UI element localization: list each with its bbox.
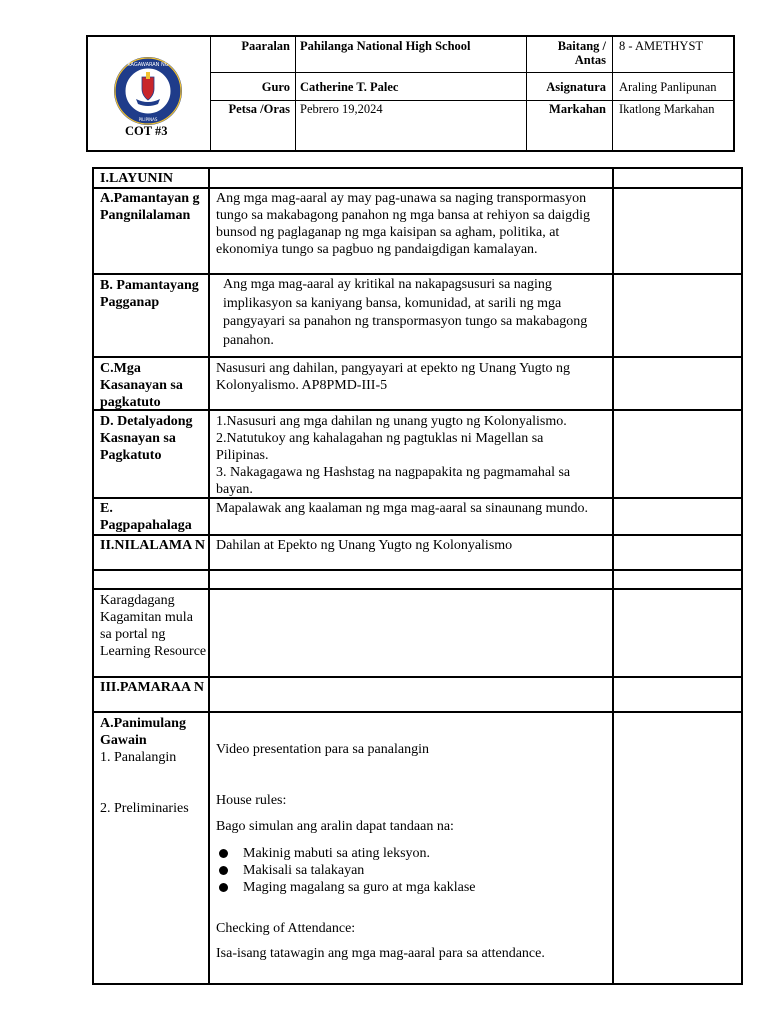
header-divider [210,100,734,101]
subject-value: Araling Panlipunan [619,80,717,94]
preliminaries-label: 2. Preliminaries [100,801,189,816]
school-value: Pahilanga National High School [300,39,471,53]
header-divider [210,72,734,73]
bullet-icon [219,883,228,892]
panimulang-gawain-label: A.Panimulang Gawain [100,716,186,748]
detalyadong-item-3: 3. Nakagagawa ng Hashstag na nagpapakita ng pagmamahal sa bayan. [216,465,571,497]
kasanayan-label: C.Mga Kasanayan sa pagkatuto [100,361,183,410]
section-pamamaraan: III.PAMARAA N [100,680,204,695]
bullet-icon [219,849,228,858]
row-divider [92,588,743,590]
header-divider [295,37,296,150]
header-divider [612,37,613,150]
school-label: Paaralan [241,39,290,53]
pamantayang-pangnilalaman-text: Ang mga mag-aaral ay may pag-unawa sa naging transpormasyon tungo sa makabagong panahon ng mga bansa at rehiyon sa daigdig bunsod ng paglaganap ng mga kaisipan sa agham, politika, at ekonomiya tungo sa pagbuo ng pandaigdigan kamalayan. [216,191,591,257]
panalangin-label: 1. Panalangin [100,750,177,765]
date-value: Pebrero 19,2024 [300,102,383,116]
teacher-value: Catherine T. Palec [300,80,399,94]
date-label: Petsa /Oras [228,102,290,116]
row-divider [92,187,743,189]
video-presentation-text: Video presentation para sa panalangin [216,742,429,757]
section-nilalaman: II.NILALAMA N [100,538,206,553]
pagpapahalaga-label: E. Pagpapahalaga [100,501,192,533]
quarter-value: Ikatlong Markahan [619,102,715,116]
section-layunin: I.LAYUNIN [100,171,174,186]
detalyadong-item-1: 1.Nasusuri ang mga dahilan ng unang yugto ng Kolonyalismo. [216,414,567,429]
row-divider [92,676,743,678]
grade-value: 8 - AMETHYST [619,39,704,53]
house-rules-heading: House rules: [216,793,287,808]
column-divider [208,167,210,985]
bullet-text: Maging magalang sa guro at mga kaklase [243,880,476,895]
subject-label: Asignatura [546,80,606,94]
row-divider [92,711,743,713]
pamantayang-pagganap-label: B. Pamantayang Pagganap [100,278,199,310]
list-item [216,879,596,896]
bullet-text: Makisali sa talakayan [243,863,365,878]
row-divider [92,356,743,358]
bago-simulan-text: Bago simulan ang aralin dapat tandaan na: [216,819,454,834]
nilalaman-text: Dahilan at Epekto ng Unang Yugto ng Kolonyalismo [216,538,513,553]
header-divider [526,37,527,150]
row-divider [92,534,743,536]
karagdagang-kagamitan-label: Karagdagang Kagamitan mula sa portal ng Learning Resource [100,593,207,659]
bullet-text: Makinig mabuti sa ating leksyon. [243,846,431,861]
kasanayan-text: Nasusuri ang dahilan, pangyayari at epekto ng Unang Yugto ng Kolonyalismo. AP8PMD-III-5 [216,361,571,393]
column-divider [612,167,614,985]
detalyadong-item-2: 2.Natutukoy ang kahalagahan ng pagtuklas ni Magellan sa Pilipinas. [216,431,544,463]
attendance-text: Isa-isang tatawagin ang mga mag-aaral para sa attendance. [216,946,545,961]
teacher-label: Guro [261,80,290,94]
checking-attendance-heading: Checking of Attendance: [216,921,356,936]
grade-label: Baitang / Antas [557,39,606,67]
deped-seal-logo [112,55,184,127]
cot-label: COT #3 [125,124,168,138]
quarter-label: Markahan [549,102,606,116]
detalyadong-kasanayan-label: D. Detalyadong Kasnayan sa Pagkatuto [100,414,193,463]
row-divider [92,273,743,275]
svg-text:PILIPINAS: PILIPINAS [138,117,158,122]
pamantayang-pangnilalaman-label: A.Pamantayan g Pangnilalaman [100,191,200,223]
row-divider [92,569,743,571]
list-item [216,862,596,879]
svg-text:KAGAWARAN NG: KAGAWARAN NG [127,62,169,68]
bullet-icon [219,866,228,875]
house-rules-list [216,845,596,896]
pagpapahalaga-text: Mapalawak ang kaalaman ng mga mag-aaral sa sinaunang mundo. [216,501,589,516]
pamantayang-pagganap-text: Ang mga mag-aaral ay kritikal na nakapagsusuri sa naging implikasyon sa kaniyang bansa, komunidad, at sarili ng mga pangyayari sa panahon ng transpormasyon tungo sa makabagong panahon. [223,277,588,348]
list-item [216,845,596,862]
